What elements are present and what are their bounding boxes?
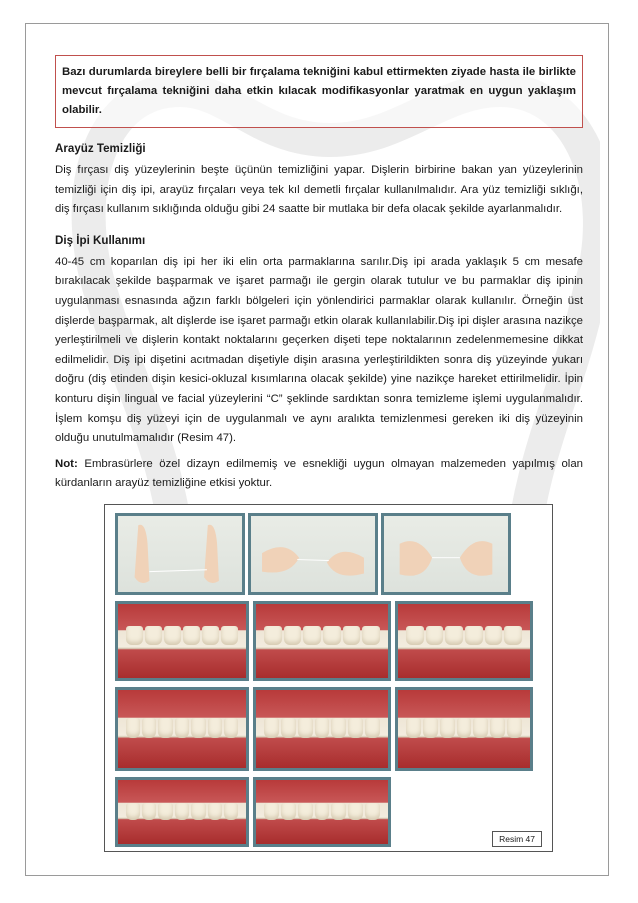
- section-heading-dis-ipi: Diş İpi Kullanımı: [55, 233, 146, 247]
- photo-teeth-lower-1: [115, 687, 249, 771]
- photo-hands-floss-tension: [381, 513, 511, 595]
- section-paragraph-arayuz: Diş fırçası diş yüzeylerinin beşte üçünün temizliğini yapar. Dişlerin birbirine bakan yan yüzeylerinin temizliği için diş ipi, arayüz fırçaları veya tek kıl demetli fırçalar kullanılmalıdır. Ara yüz temizliği sıklığı, diş fırçası kullanım sıklığında olduğu gibi 24 saatte bir mutlaka bir defa olacak şekilde ayarlanmalıdır.: [55, 164, 583, 216]
- highlight-callout: Bazı durumlarda bireylere belli bir fırçalama tekniğini kabul ettirmekten ziyade hasta ile birlikte mevcut fırçalama tekniğini daha etkin kılacak modifikasyonlar yaratmak en uygun yaklaşım olabilir.: [55, 55, 583, 128]
- figure-caption: Resim 47: [492, 831, 542, 847]
- photo-teeth-lower-5: [253, 777, 391, 847]
- photo-teeth-upper-3: [395, 601, 533, 681]
- photo-teeth-upper-1: [115, 601, 249, 681]
- note-paragraph: [55, 455, 583, 494]
- photo-teeth-lower-4: [115, 777, 249, 847]
- section-heading-arayuz: Arayüz Temizliği: [55, 142, 146, 155]
- note-text: Embrasürlere özel dizayn edilmemiş ve esnekliği uygun olmayan malzemeden yapılmış olan kürdanların arayüz temizliğine etkisi yoktur.: [55, 457, 583, 490]
- figure-resim-47: [104, 504, 553, 852]
- document-body: [55, 55, 583, 498]
- photo-hands-floss-hold: [248, 513, 378, 595]
- note-label: Not:: [55, 457, 78, 470]
- photo-teeth-lower-3: [395, 687, 533, 771]
- section-paragraph-dis-ipi: 40-45 cm koparılan diş ipi her iki elin orta parmaklarına sarılır.Diş ipi arada yaklaşık 5 cm mesafe bırakılacak şekilde başparmak ve işaret parmağı ile gergin olarak tutulur ve bu parmaklar diş ipinin uygulanması esnasında ağzın farklı bölgeleri için yönlendirici parmaklar olarak kullanılır. Örneğin üst dişlerde başparmak, alt dişlerde ise işaret parmağı etkin olarak kullanılabilir.Diş ipi dişler arasına nazikçe yerleştirilmeli ve dişlerin kontakt noktalarını geçerken dişeti tepe noktalarının zedelenmemesine dikkat edilmelidir. Diş ipi dişetini acıtmadan dişetiyle dişin arasına yerleştirildikten sonra diş yüzeyinde yukarı doğru (diş etinden dişin kesici-okluzal kısımlarına olacak şekilde) yine nazikçe hareket ettirilmelidir. İpin konturu dişin lingual ve facial yüzeylerini “C” şeklinde sardıktan sonra temizleme işlemi uygulanmalıdır. İşlem komşu diş yüzeyi için de uygulanmalı ve aynı aralıkta temizlenmesi gereken iki diş yüzeyinin olduğu unutulmamalıdır (Resim 47).: [55, 255, 583, 445]
- photo-hands-floss-wrap: [115, 513, 245, 595]
- photo-teeth-upper-2: [253, 601, 391, 681]
- photo-teeth-lower-2: [253, 687, 391, 771]
